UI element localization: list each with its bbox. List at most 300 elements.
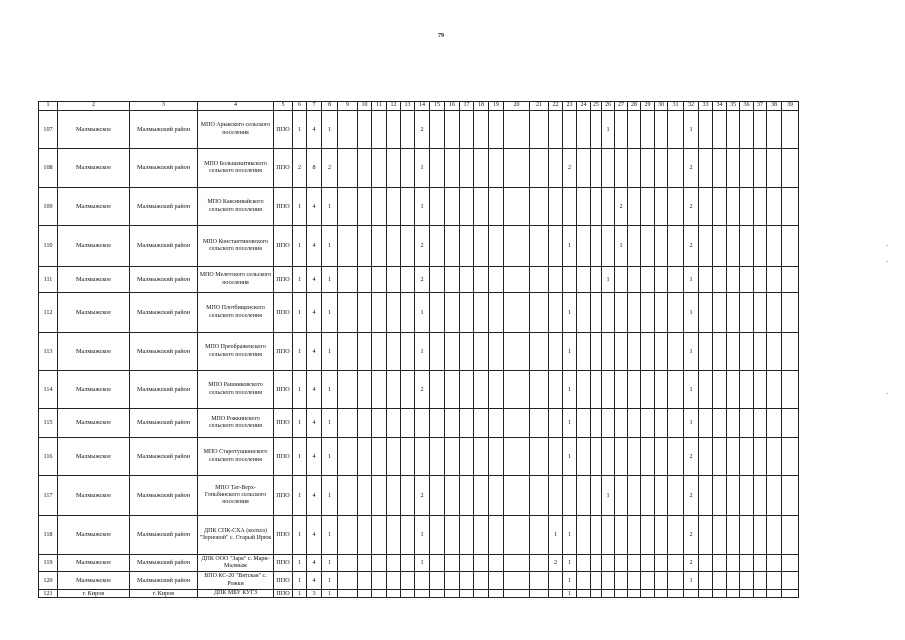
empty-cell — [530, 188, 549, 226]
empty-cell — [699, 371, 713, 409]
empty-cell — [767, 409, 782, 438]
cell-col-14: 2 — [415, 476, 430, 516]
empty-cell — [445, 293, 460, 333]
empty-cell — [563, 188, 577, 226]
empty-cell — [713, 516, 727, 555]
cell-col-6: 1 — [293, 409, 307, 438]
empty-cell — [504, 409, 530, 438]
empty-cell — [713, 226, 727, 267]
empty-cell — [489, 188, 504, 226]
column-header-21: 21 — [530, 102, 549, 111]
cell-col-2: Малмыжское — [58, 409, 130, 438]
empty-cell — [655, 516, 668, 555]
empty-cell — [358, 476, 372, 516]
empty-cell — [530, 572, 549, 590]
empty-cell — [782, 590, 799, 598]
cell-col-6: 1 — [293, 267, 307, 293]
empty-cell — [415, 438, 430, 476]
empty-cell — [549, 293, 563, 333]
empty-cell — [655, 188, 668, 226]
empty-cell — [372, 267, 387, 293]
empty-cell — [549, 188, 563, 226]
cell-col-8: 1 — [322, 226, 338, 267]
empty-cell — [401, 267, 415, 293]
column-header-4: 4 — [198, 102, 274, 111]
empty-cell — [713, 409, 727, 438]
cell-col-2: Малмыжское — [58, 333, 130, 371]
empty-cell — [754, 267, 767, 293]
empty-cell — [754, 516, 767, 555]
empty-cell — [530, 149, 549, 188]
cell-col-14: 1 — [415, 555, 430, 572]
empty-cell — [754, 149, 767, 188]
empty-cell — [713, 333, 727, 371]
cell-col-14: 2 — [415, 226, 430, 267]
cell-col-27: 1 — [615, 226, 628, 267]
empty-cell — [754, 555, 767, 572]
empty-cell — [740, 516, 754, 555]
empty-cell — [782, 516, 799, 555]
empty-cell — [602, 409, 615, 438]
empty-cell — [387, 555, 401, 572]
cell-col-23: 1 — [563, 555, 577, 572]
empty-cell — [530, 333, 549, 371]
empty-cell — [727, 226, 740, 267]
empty-cell — [591, 516, 602, 555]
cell-col-8: 1 — [322, 333, 338, 371]
empty-cell — [401, 476, 415, 516]
empty-cell — [338, 188, 358, 226]
cell-col-1: 109 — [39, 188, 58, 226]
empty-cell — [489, 476, 504, 516]
cell-col-2: Малмыжское — [58, 555, 130, 572]
empty-cell — [782, 226, 799, 267]
empty-cell — [767, 267, 782, 293]
empty-cell — [740, 590, 754, 598]
empty-cell — [358, 516, 372, 555]
cell-col-7: 4 — [307, 226, 322, 267]
column-header-15: 15 — [430, 102, 445, 111]
empty-cell — [628, 333, 641, 371]
data-table — [38, 101, 799, 598]
empty-cell — [591, 267, 602, 293]
empty-cell — [489, 267, 504, 293]
empty-cell — [358, 572, 372, 590]
empty-cell — [782, 293, 799, 333]
empty-cell — [489, 333, 504, 371]
cell-col-1: 116 — [39, 438, 58, 476]
empty-cell — [504, 555, 530, 572]
empty-cell — [754, 476, 767, 516]
empty-cell — [401, 409, 415, 438]
empty-cell — [387, 438, 401, 476]
empty-cell — [740, 111, 754, 149]
empty-cell — [474, 476, 489, 516]
empty-cell — [602, 226, 615, 267]
cell-col-5: ППО — [274, 516, 293, 555]
empty-cell — [628, 293, 641, 333]
empty-cell — [602, 188, 615, 226]
empty-cell — [387, 572, 401, 590]
empty-cell — [655, 371, 668, 409]
empty-cell — [615, 516, 628, 555]
empty-cell — [445, 111, 460, 149]
empty-cell — [591, 476, 602, 516]
empty-cell — [415, 590, 430, 598]
cell-col-5: ППО — [274, 438, 293, 476]
empty-cell — [430, 267, 445, 293]
empty-cell — [591, 333, 602, 371]
empty-cell — [338, 516, 358, 555]
empty-cell — [372, 555, 387, 572]
empty-cell — [358, 371, 372, 409]
empty-cell — [615, 111, 628, 149]
empty-cell — [372, 371, 387, 409]
cell-col-4: МПО Плотбищенского сельского поселения — [198, 293, 274, 333]
empty-cell — [549, 476, 563, 516]
empty-cell — [549, 371, 563, 409]
empty-cell — [641, 438, 655, 476]
empty-cell — [549, 149, 563, 188]
empty-cell — [401, 293, 415, 333]
cell-col-2: Малмыжское — [58, 293, 130, 333]
cell-col-6: 1 — [293, 572, 307, 590]
cell-col-8: 1 — [322, 267, 338, 293]
empty-cell — [358, 555, 372, 572]
empty-cell — [358, 188, 372, 226]
empty-cell — [668, 188, 684, 226]
empty-cell — [387, 371, 401, 409]
cell-col-23: 1 — [563, 293, 577, 333]
cell-col-3: Малмыжский район — [130, 572, 198, 590]
empty-cell — [577, 267, 591, 293]
cell-col-1: 119 — [39, 555, 58, 572]
cell-col-2: Малмыжское — [58, 476, 130, 516]
empty-cell — [641, 409, 655, 438]
empty-cell — [699, 438, 713, 476]
empty-cell — [460, 516, 474, 555]
column-header-5: 5 — [274, 102, 293, 111]
empty-cell — [489, 149, 504, 188]
empty-cell — [372, 333, 387, 371]
cell-col-3: Малмыжский район — [130, 555, 198, 572]
empty-cell — [699, 590, 713, 598]
empty-cell — [782, 188, 799, 226]
empty-cell — [563, 111, 577, 149]
empty-cell — [549, 267, 563, 293]
cell-col-3: Малмыжский район — [130, 516, 198, 555]
cell-col-3: Малмыжский район — [130, 476, 198, 516]
cell-col-4: МПО Преображенского сельского поселения — [198, 333, 274, 371]
empty-cell — [740, 409, 754, 438]
empty-cell — [668, 516, 684, 555]
empty-cell — [782, 267, 799, 293]
empty-cell — [727, 333, 740, 371]
cell-col-14: 1 — [415, 188, 430, 226]
column-header-39: 39 — [782, 102, 799, 111]
page-number: 79 — [438, 33, 444, 39]
empty-cell — [628, 226, 641, 267]
empty-cell — [460, 590, 474, 598]
margin-mark: · — [886, 390, 889, 398]
cell-col-7: 4 — [307, 188, 322, 226]
empty-cell — [655, 149, 668, 188]
header-row — [39, 102, 799, 111]
cell-col-3: Малмыжский район — [130, 438, 198, 476]
empty-cell — [387, 293, 401, 333]
empty-cell — [628, 572, 641, 590]
empty-cell — [591, 111, 602, 149]
empty-cell — [602, 149, 615, 188]
empty-cell — [628, 438, 641, 476]
empty-cell — [445, 476, 460, 516]
empty-cell — [474, 333, 489, 371]
column-header-36: 36 — [740, 102, 754, 111]
empty-cell — [504, 572, 530, 590]
empty-cell — [338, 293, 358, 333]
column-header-7: 7 — [307, 102, 322, 111]
cell-col-7: 4 — [307, 333, 322, 371]
empty-cell — [668, 555, 684, 572]
empty-cell — [489, 111, 504, 149]
empty-cell — [713, 371, 727, 409]
cell-col-7: 4 — [307, 516, 322, 555]
empty-cell — [460, 555, 474, 572]
cell-col-4: ДПК МБУ КУГЗ — [198, 590, 274, 598]
empty-cell — [668, 293, 684, 333]
empty-cell — [767, 555, 782, 572]
table-row — [39, 590, 799, 598]
empty-cell — [474, 555, 489, 572]
cell-col-8: 1 — [322, 590, 338, 598]
empty-cell — [401, 438, 415, 476]
empty-cell — [504, 516, 530, 555]
cell-col-32: 2 — [684, 149, 699, 188]
empty-cell — [549, 111, 563, 149]
empty-cell — [460, 476, 474, 516]
cell-col-5: ППО — [274, 226, 293, 267]
empty-cell — [641, 590, 655, 598]
cell-col-23: 1 — [563, 516, 577, 555]
empty-cell — [668, 438, 684, 476]
cell-col-14: 1 — [415, 516, 430, 555]
empty-cell — [445, 572, 460, 590]
empty-cell — [577, 572, 591, 590]
cell-col-32: 2 — [684, 476, 699, 516]
empty-cell — [591, 572, 602, 590]
cell-col-27: 2 — [615, 188, 628, 226]
empty-cell — [387, 149, 401, 188]
empty-cell — [591, 438, 602, 476]
cell-col-4: ДПК СПК-СХА (колхоз) "Зерновой" с. Старый Ирюк — [198, 516, 274, 555]
empty-cell — [767, 226, 782, 267]
column-header-13: 13 — [401, 102, 415, 111]
cell-col-1: 113 — [39, 333, 58, 371]
table-row — [39, 111, 799, 149]
cell-col-32: 2 — [684, 555, 699, 572]
empty-cell — [754, 572, 767, 590]
empty-cell — [430, 226, 445, 267]
empty-cell — [387, 333, 401, 371]
empty-cell — [754, 111, 767, 149]
empty-cell — [727, 516, 740, 555]
cell-col-4: МПО Рашниковского сельского поселения — [198, 371, 274, 409]
empty-cell — [655, 590, 668, 598]
empty-cell — [489, 590, 504, 598]
empty-cell — [489, 516, 504, 555]
empty-cell — [782, 572, 799, 590]
empty-cell — [358, 293, 372, 333]
empty-cell — [668, 476, 684, 516]
cell-col-6: 2 — [293, 149, 307, 188]
column-header-1: 1 — [39, 102, 58, 111]
empty-cell — [430, 371, 445, 409]
empty-cell — [754, 333, 767, 371]
cell-col-8: 1 — [322, 371, 338, 409]
cell-col-7: 4 — [307, 293, 322, 333]
column-header-12: 12 — [387, 102, 401, 111]
empty-cell — [401, 371, 415, 409]
empty-cell — [430, 590, 445, 598]
empty-cell — [577, 516, 591, 555]
empty-cell — [602, 438, 615, 476]
cell-col-1: 121 — [39, 590, 58, 598]
empty-cell — [767, 371, 782, 409]
cell-col-1: 117 — [39, 476, 58, 516]
cell-col-4: ДПК ООО "Заря" с. Мари-Малмыж — [198, 555, 274, 572]
cell-col-23: 1 — [563, 226, 577, 267]
empty-cell — [577, 371, 591, 409]
column-header-18: 18 — [474, 102, 489, 111]
empty-cell — [641, 333, 655, 371]
empty-cell — [727, 188, 740, 226]
empty-cell — [549, 409, 563, 438]
empty-cell — [641, 516, 655, 555]
cell-col-4: МПО Константиновского сельского поселения — [198, 226, 274, 267]
empty-cell — [668, 333, 684, 371]
cell-col-5: ППО — [274, 149, 293, 188]
empty-cell — [615, 572, 628, 590]
empty-cell — [699, 293, 713, 333]
cell-col-6: 1 — [293, 188, 307, 226]
empty-cell — [530, 409, 549, 438]
empty-cell — [530, 111, 549, 149]
column-header-32: 32 — [684, 102, 699, 111]
empty-cell — [713, 267, 727, 293]
table-row — [39, 409, 799, 438]
cell-col-1: 107 — [39, 111, 58, 149]
empty-cell — [504, 111, 530, 149]
cell-col-32: 1 — [684, 293, 699, 333]
cell-col-3: Малмыжский район — [130, 149, 198, 188]
empty-cell — [577, 409, 591, 438]
empty-cell — [727, 572, 740, 590]
empty-cell — [641, 226, 655, 267]
empty-cell — [430, 111, 445, 149]
column-header-3: 3 — [130, 102, 198, 111]
cell-col-3: Малмыжский район — [130, 409, 198, 438]
cell-col-14: 2 — [415, 111, 430, 149]
column-header-14: 14 — [415, 102, 430, 111]
cell-col-5: ППО — [274, 476, 293, 516]
empty-cell — [445, 226, 460, 267]
cell-col-3: г. Киров — [130, 590, 198, 598]
empty-cell — [530, 371, 549, 409]
empty-cell — [474, 438, 489, 476]
empty-cell — [445, 188, 460, 226]
cell-col-5: ППО — [274, 409, 293, 438]
empty-cell — [628, 476, 641, 516]
empty-cell — [767, 572, 782, 590]
cell-col-6: 1 — [293, 333, 307, 371]
column-header-30: 30 — [655, 102, 668, 111]
cell-col-26: 1 — [602, 476, 615, 516]
cell-col-8: 1 — [322, 572, 338, 590]
cell-col-7: 4 — [307, 267, 322, 293]
empty-cell — [754, 371, 767, 409]
empty-cell — [602, 516, 615, 555]
column-header-6: 6 — [293, 102, 307, 111]
column-header-28: 28 — [628, 102, 641, 111]
empty-cell — [713, 476, 727, 516]
cell-col-4: МПО Большекитякского сельского поселения — [198, 149, 274, 188]
empty-cell — [727, 371, 740, 409]
empty-cell — [641, 293, 655, 333]
empty-cell — [430, 516, 445, 555]
empty-cell — [740, 371, 754, 409]
empty-cell — [767, 149, 782, 188]
cell-col-6: 1 — [293, 516, 307, 555]
cell-col-32: 1 — [684, 267, 699, 293]
table-row — [39, 555, 799, 572]
empty-cell — [489, 371, 504, 409]
empty-cell — [445, 333, 460, 371]
empty-cell — [401, 333, 415, 371]
cell-col-1: 110 — [39, 226, 58, 267]
cell-col-6: 1 — [293, 476, 307, 516]
empty-cell — [699, 409, 713, 438]
empty-cell — [713, 555, 727, 572]
empty-cell — [655, 476, 668, 516]
empty-cell — [641, 371, 655, 409]
table-row — [39, 371, 799, 409]
empty-cell — [628, 371, 641, 409]
empty-cell — [727, 555, 740, 572]
empty-cell — [401, 555, 415, 572]
cell-col-1: 112 — [39, 293, 58, 333]
empty-cell — [474, 572, 489, 590]
empty-cell — [754, 590, 767, 598]
table-row — [39, 476, 799, 516]
empty-cell — [713, 188, 727, 226]
column-header-27: 27 — [615, 102, 628, 111]
empty-cell — [641, 188, 655, 226]
empty-cell — [727, 149, 740, 188]
table-row — [39, 267, 799, 293]
empty-cell — [549, 333, 563, 371]
empty-cell — [372, 516, 387, 555]
empty-cell — [699, 476, 713, 516]
empty-cell — [727, 293, 740, 333]
empty-cell — [372, 188, 387, 226]
empty-cell — [504, 333, 530, 371]
empty-cell — [430, 333, 445, 371]
cell-col-4: МПО Старотушкинского сельского поселения — [198, 438, 274, 476]
empty-cell — [372, 293, 387, 333]
cell-col-4: МПО Каксинвайского сельского поселения — [198, 188, 274, 226]
empty-cell — [615, 590, 628, 598]
empty-cell — [628, 188, 641, 226]
